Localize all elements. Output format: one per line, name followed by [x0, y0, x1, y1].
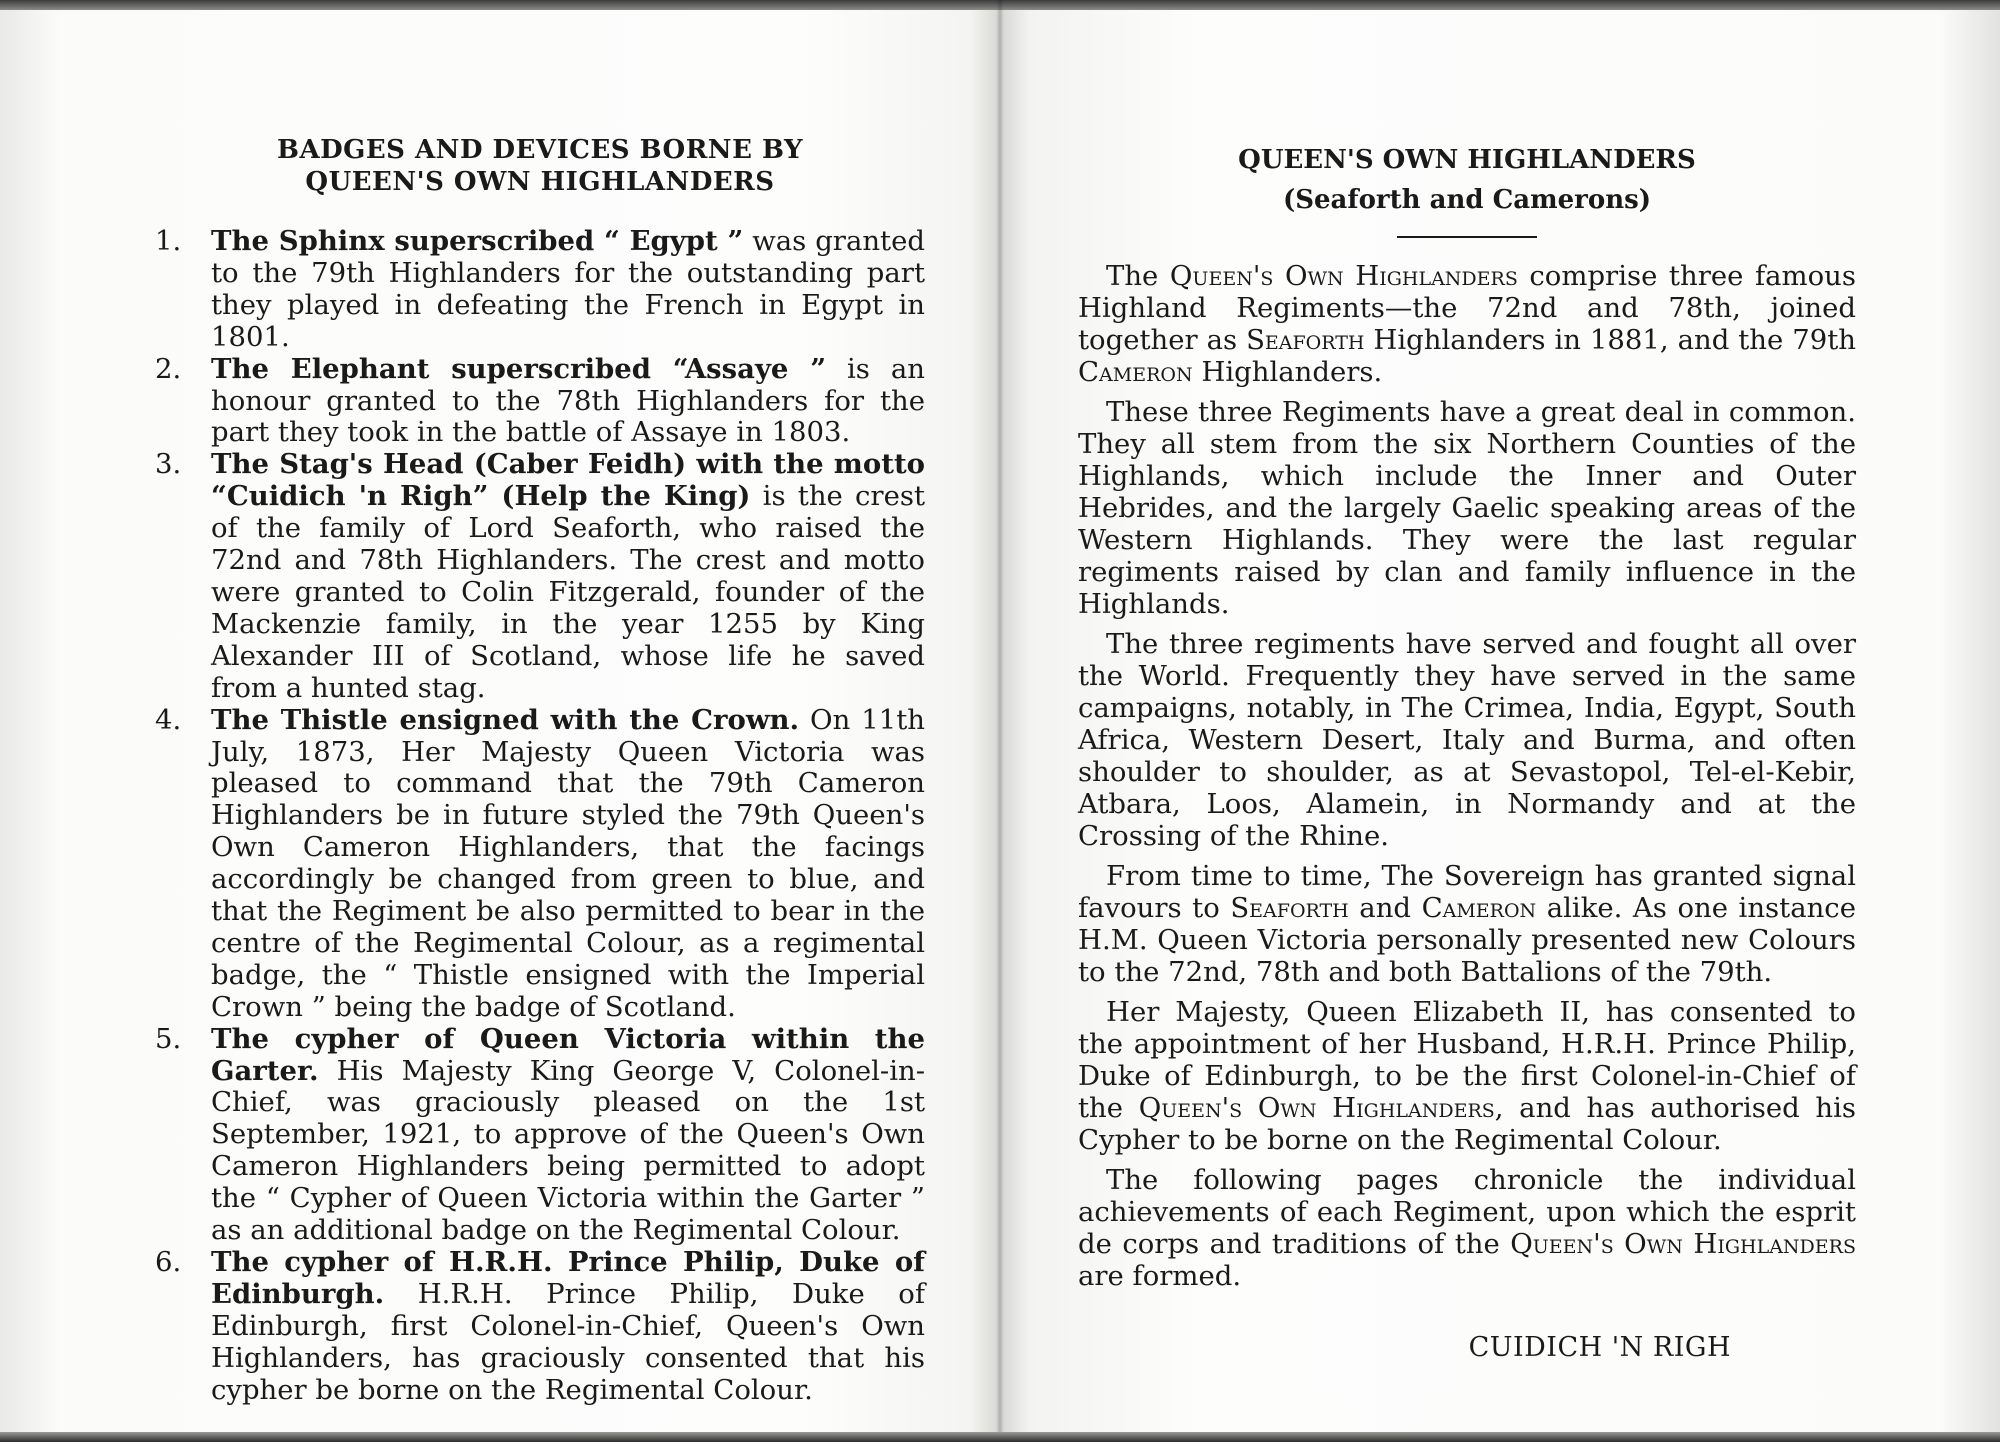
item-text: was granted to the 79th Highlanders for the outstanding part they played in defeating the French in Egypt in 1801.: [211, 225, 925, 353]
book-gutter: [996, 0, 1004, 1442]
text-run: Highlanders in 1881, and the 79th: [1364, 324, 1856, 356]
item-number: 1.: [155, 225, 182, 257]
item-title: The Thistle ensigned with the Crown.: [211, 703, 800, 736]
text-run: alike. As one instance H.M. Queen Victoria personally presented new Colours to the 72nd, 78th and both Battalions of the 79th.: [1078, 892, 1856, 988]
small-caps-run: Queen's Own Highlanders: [1169, 260, 1518, 292]
text-run: From time to time, The Sovereign has granted signal favours to: [1078, 860, 1856, 924]
text-run: Highlanders.: [1192, 356, 1383, 388]
item-number: 6.: [155, 1246, 182, 1278]
small-caps-run: Seaforth: [1230, 892, 1349, 924]
badge-item-4: [155, 705, 925, 1024]
paragraph-6: [1078, 1164, 1856, 1292]
item-text: On 11th July, 1873, Her Majesty Queen Victoria was pleased to command that the 79th Cameron Highlanders be in future styled the 79th Queen's Own Cameron Highlanders, that the facings accordingly be changed from green to blue, and that the Regiment be also permitted to bear in the centre of the Regimental Colour, as a regimental badge, the “ Thistle ensigned with the Imperial Crown ” being the badge of Scotland.: [211, 703, 925, 1023]
item-text: is an honour granted to the 78th Highlanders for the part they took in the battle of Assaye in 1803.: [211, 352, 925, 449]
item-text: His Majesty King George V, Colonel-in-Chief, was graciously pleased on the 1st September, 1921, to approve of the Queen's Own Cameron Highlanders being permitted to adopt the “ Cypher of Queen Victoria within the Garter ” as an additional badge on the Regimental Colour.: [211, 1054, 925, 1247]
left-page-heading: [155, 134, 925, 198]
paragraph-4: [1078, 860, 1856, 988]
heading-divider: [1397, 236, 1537, 238]
item-title: The Stag's Head (Caber Feidh) with the motto “Cuidich 'n Righ” (Help the King): [211, 448, 925, 513]
text-run: and: [1348, 892, 1422, 924]
paragraph-5: [1078, 996, 1856, 1156]
right-page-heading: QUEEN'S OWN HIGHLANDERS: [1238, 145, 1696, 175]
text-run: The following pages chronicle the individual achievements of each Regiment, upon which the esprit de corps and traditions of the: [1078, 1164, 1856, 1260]
item-title: The Sphinx superscribed “ Egypt ”: [211, 225, 744, 257]
item-number: 5.: [155, 1022, 182, 1055]
badge-item-6: [155, 1247, 925, 1407]
small-caps-run: Cameron: [1078, 356, 1193, 388]
item-title: The cypher of Queen Victoria within the Garter.: [211, 1022, 925, 1087]
scan-bottom-edge: [0, 1432, 2000, 1442]
item-title: The Elephant superscribed “Assaye ”: [211, 352, 827, 385]
small-caps-run: Queen's Own Highlanders: [1510, 1228, 1856, 1260]
text-run: Her Majesty, Queen Elizabeth II, has consented to the appointment of her Husband, H.R.H. Prince Philip, Duke of Edinburgh, to be the first Colonel-in-Chief of the: [1078, 996, 1856, 1124]
right-page-subheading: (Seaforth and Camerons): [1282, 185, 1652, 215]
badge-item-5: [155, 1024, 925, 1247]
paragraph-3: The three regiments have served and fought all over the World. Frequently they have served in the same campaigns, notably, in The Crimea, India, Egypt, South Africa, Western Desert, Italy and Burma, and often shoulder to shoulder, as at Sevastopol, Tel-el-Kebir, Atbara, Loos, Alamein, in Normandy and at the Crossing of the Rhine.: [1078, 628, 1856, 852]
text-run: , and has authorised his Cypher to be borne on the Regimental Colour.: [1078, 1092, 1856, 1156]
right-page: [1078, 140, 1856, 1363]
text-run: are formed.: [1078, 1260, 1242, 1292]
regimental-motto: CUIDICH 'N RIGH: [1468, 1332, 1731, 1363]
item-number: 3.: [155, 448, 182, 481]
item-text: H.R.H. Prince Philip, Duke of Edinburgh, first Colonel-in-Chief, Queen's Own Highlanders, has graciously consented that his cypher be borne on the Regimental Colour.: [211, 1277, 925, 1406]
badge-item-2: [155, 354, 925, 450]
text-run: comprise three famous Highland Regiments—the 72nd and 78th, joined together as: [1078, 260, 1856, 356]
item-number: 4.: [155, 703, 182, 736]
item-number: 2.: [155, 352, 182, 385]
text-run: The: [1106, 260, 1170, 292]
left-page: [155, 134, 925, 1407]
badges-list: [155, 226, 925, 1407]
badge-item-3: [155, 449, 925, 704]
small-caps-run: Seaforth: [1246, 324, 1365, 356]
small-caps-run: Cameron: [1421, 892, 1537, 924]
left-heading-line-1: BADGES AND DEVICES BORNE BY: [276, 135, 804, 165]
small-caps-run: Queen's Own Highlanders: [1138, 1092, 1495, 1124]
left-heading-line-2: QUEEN'S OWN HIGHLANDERS: [305, 167, 775, 197]
item-text: is the crest of the family of Lord Seaforth, who raised the 72nd and 78th Highlanders. The crest and motto were granted to Colin Fitzgerald, founder of the Mackenzie family, in the year 1255 by King Alexander III of Scotland, whose life he saved from a hunted stag.: [211, 480, 926, 704]
badge-item-1: [155, 226, 925, 354]
paragraph-2: These three Regiments have a great deal in common. They all stem from the six Northern Counties of the Highlands, which include the Inner and Outer Hebrides, and the largely Gaelic speaking areas of the Western Highlands. They were the last regular regiments raised by clan and family influence in the Highlands.: [1078, 396, 1856, 620]
paragraph-1: [1078, 260, 1856, 388]
item-title: The cypher of H.R.H. Prince Philip, Duke of Edinburgh.: [211, 1246, 925, 1310]
